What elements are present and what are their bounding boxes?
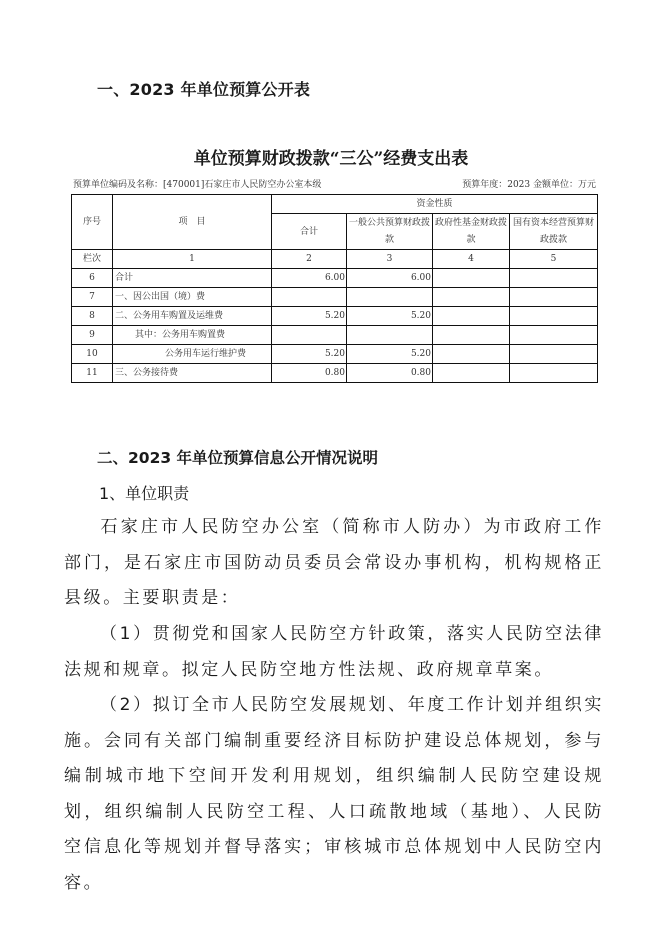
row-gov-fund xyxy=(433,345,510,364)
row-general xyxy=(347,288,433,307)
row-seq: 10 xyxy=(72,345,113,364)
row-total: 6.00 xyxy=(272,269,347,288)
row-item: 合计 xyxy=(113,269,272,288)
paragraph-text: （1）贯彻党和国家人民防空方针政策，落实人民防空法律法规和规章。拟定人民防空地方性法规、政府规章草案。 xyxy=(64,624,604,680)
header-seq: 序号 xyxy=(72,195,113,250)
row-total: 5.20 xyxy=(272,307,347,326)
row-state-capital xyxy=(510,288,598,307)
section-heading-budget-tables: 一、2023 年单位预算公开表 xyxy=(97,80,311,99)
paragraph-text: 石家庄市人民防空办公室（简称市人防办）为市政府工作部门，是石家庄市国防动员委员会常设办事机构，机构规格正县级。主要职责是： xyxy=(64,517,604,608)
row-seq: 11 xyxy=(72,364,113,383)
paragraph-intro xyxy=(64,510,604,617)
table-row xyxy=(72,364,598,383)
row-item: 一、因公出国（境）费 xyxy=(113,288,272,307)
budget-year-unit-label: 预算年度：2023 金额单位：万元 xyxy=(462,180,596,190)
row-total xyxy=(272,288,347,307)
row-item: 其中：公务用车购置费 xyxy=(113,326,272,345)
column-index-label: 栏次 xyxy=(72,250,113,269)
row-item: 二、公务用车购置及运维费 xyxy=(113,307,272,326)
header-gov-fund: 政府性基金财政拨款 xyxy=(433,214,510,250)
row-seq: 7 xyxy=(72,288,113,307)
row-gov-fund xyxy=(433,269,510,288)
table-title: 单位预算财政拨款“三公”经费支出表 xyxy=(193,149,469,169)
row-seq: 9 xyxy=(72,326,113,345)
row-general: 6.00 xyxy=(347,269,433,288)
row-general: 0.80 xyxy=(347,364,433,383)
row-total: 0.80 xyxy=(272,364,347,383)
row-state-capital xyxy=(510,345,598,364)
row-gov-fund xyxy=(433,364,510,383)
header-total: 合计 xyxy=(272,214,347,250)
row-gov-fund xyxy=(433,307,510,326)
column-index-row xyxy=(72,250,598,269)
row-total: 5.20 xyxy=(272,345,347,364)
column-index: 4 xyxy=(433,250,510,269)
paragraph-text: （2）拟订全市人民防空发展规划、年度工作计划并组织实施。会同有关部门编制重要经济目标防护建设总体规划，参与编制城市地下空间开发利用规划，组织编制人民防空建设规划，组织编制人民防空工程、人口疏散地域（基地）、人民防空信息化等规划并督导落实；审核城市总体规划中人民防空内容。 xyxy=(64,695,604,893)
row-item: 公务用车运行维护费 xyxy=(113,345,272,364)
row-state-capital xyxy=(510,269,598,288)
table-row xyxy=(72,288,598,307)
row-item: 三、公务接待费 xyxy=(113,364,272,383)
table-row xyxy=(72,269,598,288)
table-row xyxy=(72,345,598,364)
row-state-capital xyxy=(510,307,598,326)
column-index: 1 xyxy=(113,250,272,269)
column-index: 3 xyxy=(347,250,433,269)
row-general xyxy=(347,326,433,345)
header-state-capital: 国有资本经营预算财政拨款 xyxy=(510,214,598,250)
row-gov-fund xyxy=(433,326,510,345)
subheading-unit-duties: 1、单位职责 xyxy=(99,484,190,503)
column-index: 5 xyxy=(510,250,598,269)
header-fund-nature: 资金性质 xyxy=(272,195,598,214)
row-gov-fund xyxy=(433,288,510,307)
table-row xyxy=(72,307,598,326)
row-state-capital xyxy=(510,326,598,345)
row-state-capital xyxy=(510,364,598,383)
budget-unit-label: 预算单位编码及名称：[470001]石家庄市人民防空办公室本级 xyxy=(73,180,322,190)
paragraph-duty-2 xyxy=(64,688,604,901)
three-public-expenses-table xyxy=(71,194,598,383)
row-seq: 8 xyxy=(72,307,113,326)
row-general: 5.20 xyxy=(347,345,433,364)
paragraph-duty-1 xyxy=(64,617,604,688)
table-row xyxy=(72,326,598,345)
table-header-row xyxy=(72,195,598,214)
row-total xyxy=(272,326,347,345)
row-general: 5.20 xyxy=(347,307,433,326)
row-seq: 6 xyxy=(72,269,113,288)
header-item: 项 目 xyxy=(113,195,272,250)
column-index: 2 xyxy=(272,250,347,269)
header-general-budget: 一般公共预算财政拨款 xyxy=(347,214,433,250)
section-heading-disclosure: 二、2023 年单位预算信息公开情况说明 xyxy=(97,449,379,467)
